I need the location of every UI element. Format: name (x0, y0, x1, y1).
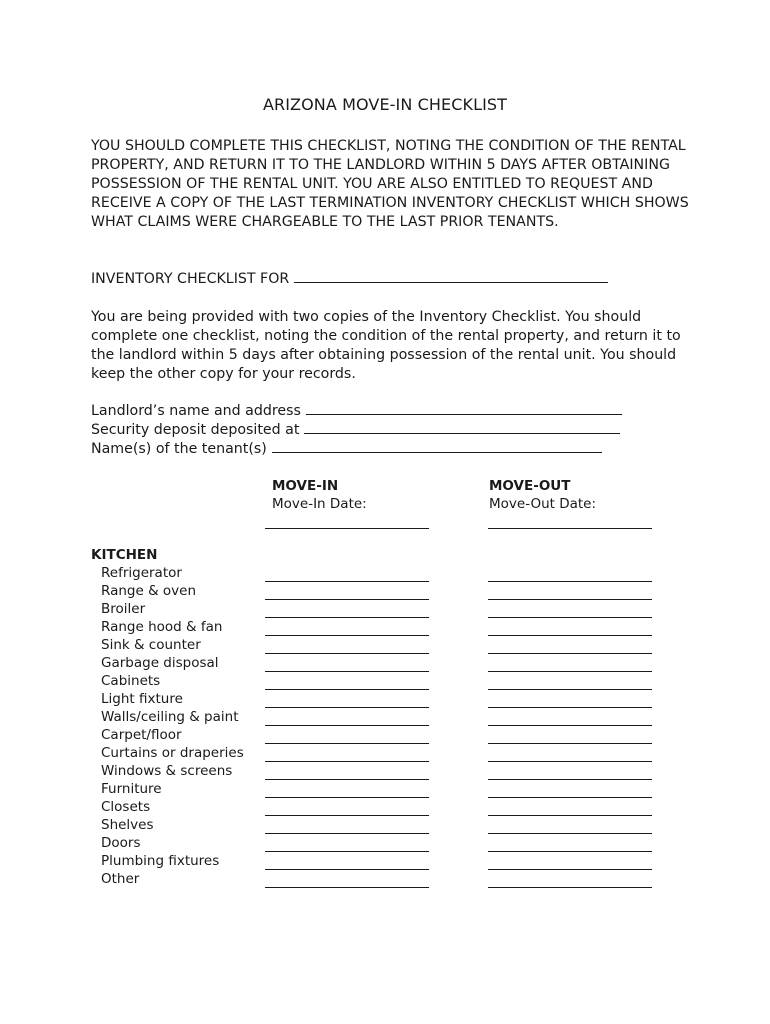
move-out-condition-field[interactable] (488, 887, 652, 888)
move-out-condition-field[interactable] (488, 617, 652, 618)
move-out-condition-field[interactable] (488, 797, 652, 798)
tenants-row (91, 440, 602, 457)
move-out-condition-field[interactable] (488, 635, 652, 636)
deposit-label: Security deposit deposited at (91, 422, 300, 438)
kitchen-item-label: Plumbing fixtures (101, 853, 220, 869)
kitchen-item-label: Closets (101, 799, 151, 815)
move-in-condition-field[interactable] (265, 887, 429, 888)
instructions-paragraph: You are being provided with two copies of the Inventory Checklist. You should complete one checklist, noting the condition of the rental property, and return it to the landlord within 5 days after obtaining possession of the rental unit. You should keep the other copy for your records. (91, 309, 681, 382)
move-in-condition-field[interactable] (265, 671, 429, 672)
move-in-condition-field[interactable] (265, 815, 429, 816)
kitchen-item-label: Windows & screens (101, 763, 233, 779)
move-out-date-label: Move-Out Date: (489, 496, 597, 512)
kitchen-item-label: Range hood & fan (101, 619, 223, 635)
kitchen-item-label: Cabinets (101, 673, 161, 689)
move-out-condition-field[interactable] (488, 689, 652, 690)
kitchen-item-label: Range & oven (101, 583, 197, 599)
move-in-date-label: Move-In Date: (272, 496, 367, 512)
intro-paragraph: YOU SHOULD COMPLETE THIS CHECKLIST, NOTING THE CONDITION OF THE RENTAL PROPERTY, AND RETURN IT TO THE LANDLORD WITHIN 5 DAYS AFTER OBTAINING POSSESSION OF THE RENTAL UNIT. YOU ARE ALSO ENTITLED TO REQUEST AND RECEIVE A COPY OF THE LAST TERMINATION INVENTORY CHECKLIST WHICH SHOWS WHAT CLAIMS WERE CHARGEABLE TO THE LAST PRIOR TENANTS. (91, 138, 689, 230)
move-in-condition-field[interactable] (265, 581, 429, 582)
deposit-field[interactable] (304, 421, 620, 434)
move-in-condition-field[interactable] (265, 635, 429, 636)
move-out-condition-field[interactable] (488, 779, 652, 780)
move-out-condition-field[interactable] (488, 599, 652, 600)
move-out-condition-field[interactable] (488, 725, 652, 726)
move-out-condition-field[interactable] (488, 869, 652, 870)
landlord-row (91, 402, 622, 419)
move-out-condition-field[interactable] (488, 851, 652, 852)
landlord-label: Landlord’s name and address (91, 403, 301, 419)
move-in-condition-field[interactable] (265, 599, 429, 600)
kitchen-item-label: Garbage disposal (101, 655, 219, 671)
kitchen-item-label: Sink & counter (101, 637, 201, 653)
move-out-condition-field[interactable] (488, 581, 652, 582)
move-out-condition-field[interactable] (488, 653, 652, 654)
move-out-condition-field[interactable] (488, 833, 652, 834)
move-out-condition-field[interactable] (488, 743, 652, 744)
kitchen-item-label: Walls/ceiling & paint (101, 709, 239, 725)
document-title: ARIZONA MOVE-IN CHECKLIST (262, 95, 508, 114)
move-in-condition-field[interactable] (265, 725, 429, 726)
kitchen-item-label: Refrigerator (101, 565, 182, 581)
move-in-date-field[interactable] (265, 528, 429, 529)
move-out-condition-field[interactable] (488, 707, 652, 708)
move-in-condition-field[interactable] (265, 653, 429, 654)
kitchen-item-label: Carpet/floor (101, 727, 182, 743)
kitchen-item-label: Curtains or draperies (101, 745, 244, 761)
move-in-condition-field[interactable] (265, 743, 429, 744)
tenants-field[interactable] (272, 440, 602, 453)
kitchen-item-label: Light fixture (101, 691, 183, 707)
move-in-heading: MOVE-IN (272, 478, 339, 494)
move-out-condition-field[interactable] (488, 815, 652, 816)
move-out-condition-field[interactable] (488, 671, 652, 672)
move-in-condition-field[interactable] (265, 617, 429, 618)
tenants-label: Name(s) of the tenant(s) (91, 441, 267, 457)
deposit-row (91, 421, 620, 438)
landlord-field[interactable] (306, 402, 622, 415)
move-in-condition-field[interactable] (265, 833, 429, 834)
move-in-condition-field[interactable] (265, 761, 429, 762)
inventory-for-row (91, 270, 608, 287)
move-in-condition-field[interactable] (265, 851, 429, 852)
inventory-for-field[interactable] (294, 270, 608, 283)
move-out-condition-field[interactable] (488, 761, 652, 762)
move-in-condition-field[interactable] (265, 689, 429, 690)
move-in-condition-field[interactable] (265, 869, 429, 870)
move-out-heading: MOVE-OUT (489, 478, 571, 494)
kitchen-item-label: Furniture (101, 781, 162, 797)
kitchen-heading: KITCHEN (91, 547, 158, 563)
kitchen-item-label: Doors (101, 835, 141, 851)
kitchen-item-label: Broiler (101, 601, 146, 617)
move-in-condition-field[interactable] (265, 707, 429, 708)
inventory-for-label: INVENTORY CHECKLIST FOR (91, 271, 290, 287)
kitchen-item-label: Other (101, 871, 140, 887)
move-in-condition-field[interactable] (265, 779, 429, 780)
move-in-condition-field[interactable] (265, 797, 429, 798)
move-out-date-field[interactable] (488, 528, 652, 529)
kitchen-item-label: Shelves (101, 817, 154, 833)
